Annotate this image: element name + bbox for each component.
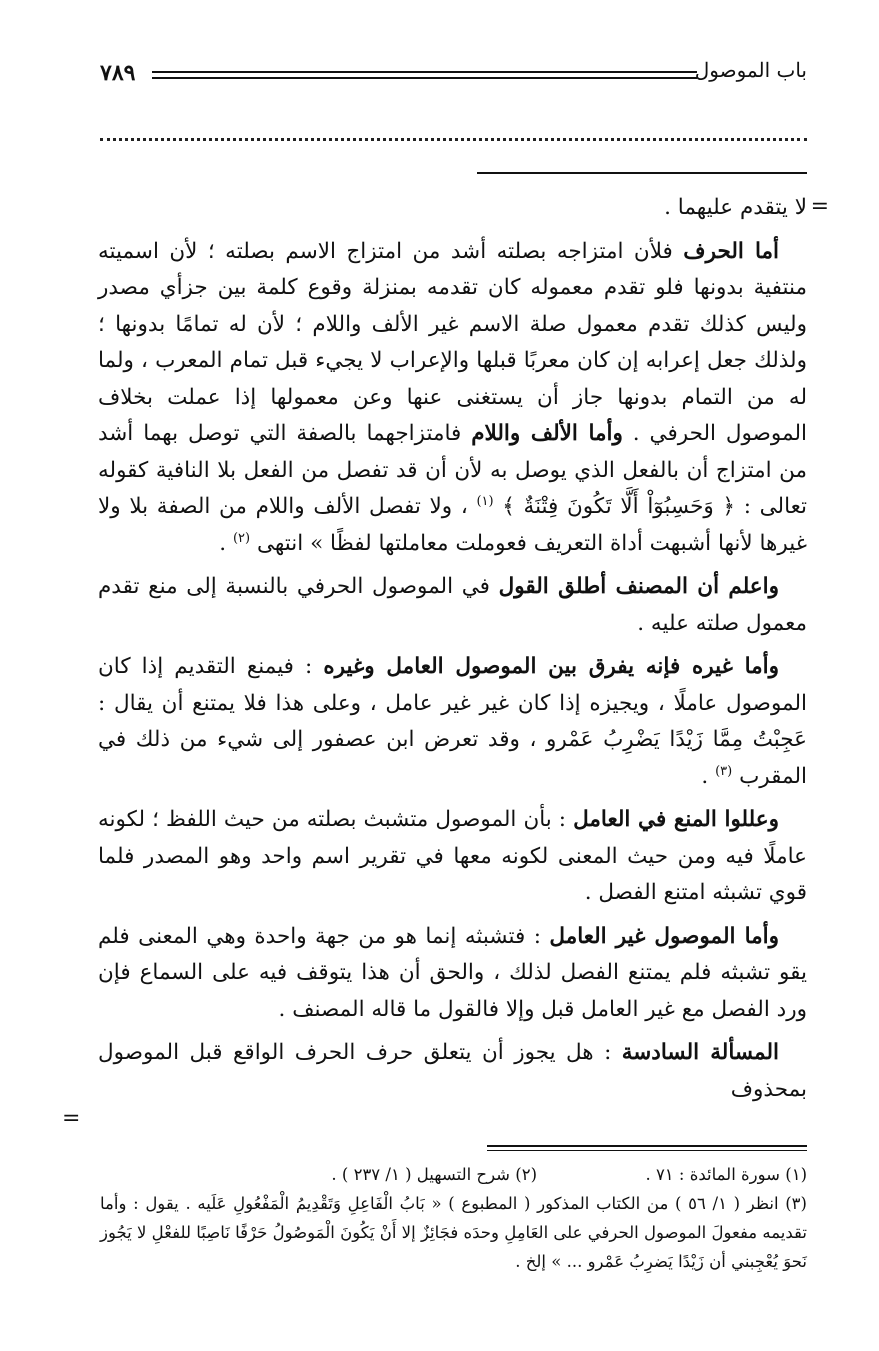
paragraph-1-text-c: ، ولا تفصل الألف واللام من الصفة بلا ولا غيرها لأنها أشبهت أداة التعريف فعوملت معاملتها لفظًا » انتهى [98,494,807,556]
paragraph-6 [98,1035,807,1108]
paragraph-1-text-a: فلأن امتزاجه بصلته أشد من امتزاج الاسم بصلته ؛ لأن اسميته منتفية بدونها فلو تقدم معموله كان تقدمه بمنزلة وقوع كلمة بين جزأي مصدر وليس كذلك تقدم معمول صلة الاسم غير الألف واللام ؛ لأن له تمامًا بدونها ؛ ولذلك جعل إعرابه إن كان معربًا قبلها والإعراب لا يجيء قبل تمام المعرب ، ولما له من التمام بدونها جاز أن يستغنى عنها وعن معمولها إذا عملت بخلاف الموصول الحرفي . [98,238,807,446]
term-musannif: واعلم أن المصنف أطلق القول [498,574,779,599]
dotted-separator [100,138,807,141]
footnote-3: (٣) انظر ( ١/ ٥٦ ) من الكتاب المذكور ( المطبوع ) « بَابُ الْفَاعِلِ وَتَقْدِيمُ الْمَفْعُولِ عَلَيه . يقول : وأما تقديمه مفعولَ الموصول الحرفي على العَامِلِ وحدَه فجَائِزٌ إلا أَنْ يَكُونَ الْمَوصُولُ حَرْفًا نَاصِبًا للفعْلِ لا يَجُوز نَحوَ يُعْجِبني أن زَيْدًا يَضرِبُ عَمْرو ... » إلخ . [100,1194,807,1271]
header-rule [152,71,697,73]
paragraph-3 [98,649,807,795]
footnote-1: (١) سورة المائدة : ٧١ . [645,1165,807,1184]
paragraph-6-text: : هل يجوز أن يتعلق حرف الحرف الواقع قبل الموصول بمحذوف [98,1040,807,1102]
running-header-title: باب الموصول [694,58,807,82]
section-rule [477,172,807,174]
term-ghayruh: وأما غيره فإنه يفرق بين الموصول العامل وغيره [323,654,780,679]
paragraph-2 [98,569,807,642]
term-man-aamil: وعللوا المنع في العامل [573,807,780,832]
paragraph-1 [98,234,807,563]
term-ghayr-aamil: وأما الموصول غير العامل [549,923,779,949]
paragraph-5-text: : فتشبثه إنما هو من جهة واحدة وهي المعنى فلم يقو تشبثه فلم يمتنع الفصل لذلك ، والحق أن هذا يتوقف فيه على السماع فإن ورد الفصل مع غير العامل قبل وإلا فالقول ما قاله المصنف . [98,923,807,1022]
paragraph-0 [98,190,807,227]
paragraph-3-text-b: . [701,763,716,789]
footnote-rule-secondary [487,1150,807,1151]
term-harf: أما الحرف [683,238,779,264]
page-number: ٧٨٩ [100,60,136,86]
term-alif-lam: وأما الألف واللام [471,421,623,446]
paragraph-4 [98,802,807,912]
main-text [98,190,807,1115]
footnote-ref-3: (٣) [715,763,733,779]
footnote-row [100,1160,807,1189]
paragraph-1-text-b: فامتزاجهما بالصفة التي توصل بهما أشد من امتزاج أن بالفعل الذي يوصل به لأن أن قد تفصل من الفعل بلا النافية كقوله تعالى : ﴿ وَحَسِبُوٓاْ أَلَّا تَكُونَ فِتْنَةٌ ﴾ [98,421,807,519]
footnote-ref-1: (١) [476,493,494,509]
paragraph-0-text: لا يتقدم عليهما . [664,195,807,220]
paragraph-3-text-a: : فيمنع التقديم إذا كان الموصول عاملًا ، ويجيزه إذا كان غير غير عامل ، وعلى هذا فلا يمتنع أن يقال : عَجِبْتُ مِمَّا زَيْدًا يَضْرِبُ عَمْرو ، وقد تعرض ابن عصفور إلى شيء من ذلك في المقرب [98,654,807,789]
paragraph-5 [98,919,807,1029]
continuation-mark: = [810,194,829,219]
paragraph-2-text: في الموصول الحرفي بالنسبة إلى منع تقدم معمول صلته عليه . [98,574,807,636]
footnote-rule [487,1145,807,1147]
footnote-2: (٢) شرح التسهيل ( ١/ ٢٣٧ ) . [331,1165,537,1184]
paragraph-1-text-d: . [219,530,233,556]
footnote-ref-2: (٢) [232,530,251,546]
term-masala-sadisa: المسألة السادسة [621,1040,779,1065]
continuation-mark-end: = [62,1106,81,1131]
paragraph-4-text: : بأن الموصول متشبث بصلته من حيث اللفظ ؛ لكونه عاملًا فيه ومن حيث المعنى لكونه معها في تقرير اسم واحد وهو المصدر فلما قوي تشبثه امتنع الفصل . [98,807,807,905]
footnotes [100,1160,807,1276]
header-rule-secondary [152,77,697,79]
